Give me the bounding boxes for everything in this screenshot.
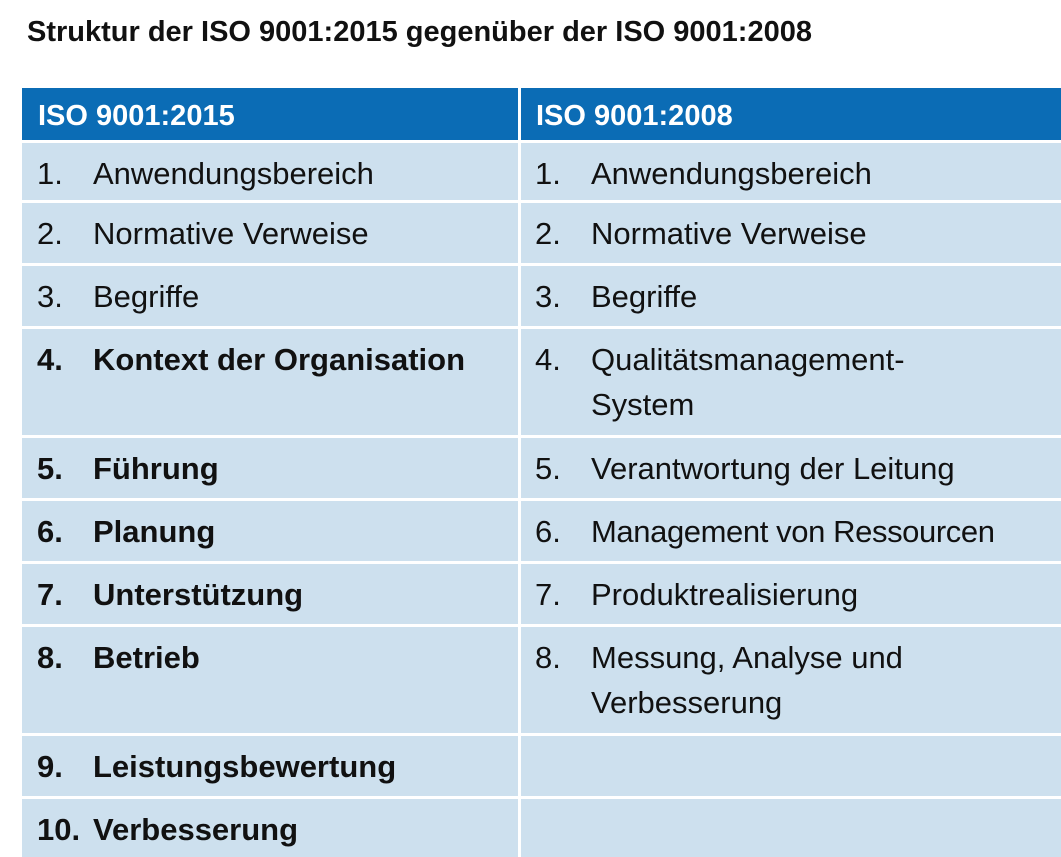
table-row: [22, 796, 1061, 857]
clause-title: Verbesserung: [93, 812, 299, 847]
clause-number: 9.: [37, 749, 63, 784]
cell-2015: [22, 564, 518, 624]
clause-title: Anwendungsbereich: [93, 156, 374, 191]
header-iso-2008: ISO 9001:2008: [518, 88, 1061, 140]
clause-number: 8.: [535, 640, 561, 675]
cell-2015: [22, 203, 518, 263]
table-row: [22, 561, 1061, 624]
cell-2015: [22, 143, 518, 200]
clause-number: 6.: [37, 514, 63, 549]
clause-number: 7.: [37, 577, 63, 612]
cell-2008-empty: [518, 799, 1061, 857]
clause-number: 4.: [37, 342, 63, 377]
clause-number: 1.: [535, 156, 561, 191]
cell-2008-empty: [518, 736, 1061, 796]
clause-number: 2.: [37, 216, 63, 251]
table-header-row: [22, 88, 1061, 140]
cell-2008: [518, 203, 1061, 263]
clause-title: Betrieb: [93, 640, 200, 675]
clause-title: Verantwortung der Leitung: [591, 451, 955, 486]
clause-title: Qualitätsmanagement- System: [591, 342, 905, 422]
clause-title: Begriffe: [591, 279, 698, 314]
cell-2008: [518, 501, 1061, 561]
table-row: [22, 326, 1061, 435]
clause-number: 5.: [37, 451, 63, 486]
clause-title: Messung, Analyse und Verbesserung: [591, 640, 903, 720]
clause-title: Unterstützung: [93, 577, 304, 612]
clause-number: 10.: [37, 812, 81, 847]
cell-2008: [518, 627, 1061, 733]
page-title: Struktur der ISO 9001:2015 gegenüber der ISO 9001:2008: [27, 16, 812, 48]
cell-2008: [518, 329, 1061, 435]
clause-title: Kontext der Organisation: [93, 342, 466, 377]
clause-number: 4.: [535, 342, 561, 377]
cell-2015: [22, 799, 518, 857]
table-row: [22, 733, 1061, 796]
clause-number: 5.: [535, 451, 561, 486]
clause-number: 3.: [535, 279, 561, 314]
clause-number: 8.: [37, 640, 63, 675]
clause-title: Normative Verweise: [591, 216, 867, 251]
cell-2015: [22, 438, 518, 498]
header-iso-2015: ISO 9001:2015: [22, 88, 518, 140]
clause-title: Normative Verweise: [93, 216, 369, 251]
cell-2008: [518, 143, 1061, 200]
cell-2015: [22, 329, 518, 435]
clause-number: 3.: [37, 279, 63, 314]
cell-2008: [518, 564, 1061, 624]
table-row: [22, 140, 1061, 200]
cell-2015: [22, 736, 518, 796]
clause-title: Anwendungsbereich: [591, 156, 872, 191]
clause-title: Management von Ressourcen: [591, 514, 995, 549]
cell-2008: [518, 438, 1061, 498]
clause-title: Führung: [93, 451, 219, 486]
clause-title: Leistungsbewertung: [93, 749, 397, 784]
cell-2015: [22, 501, 518, 561]
comparison-table: [22, 88, 1061, 857]
clause-number: 1.: [37, 156, 63, 191]
clause-title: Produktrealisierung: [591, 577, 859, 612]
clause-number: 7.: [535, 577, 561, 612]
cell-2008: [518, 266, 1061, 326]
clause-title: Planung: [93, 514, 216, 549]
table-row: [22, 498, 1061, 561]
table-row: [22, 435, 1061, 498]
table-row: [22, 200, 1061, 263]
clause-number: 6.: [535, 514, 561, 549]
table-row: [22, 263, 1061, 326]
clause-title: Begriffe: [93, 279, 200, 314]
cell-2015: [22, 627, 518, 733]
table-row: [22, 624, 1061, 733]
clause-number: 2.: [535, 216, 561, 251]
cell-2015: [22, 266, 518, 326]
